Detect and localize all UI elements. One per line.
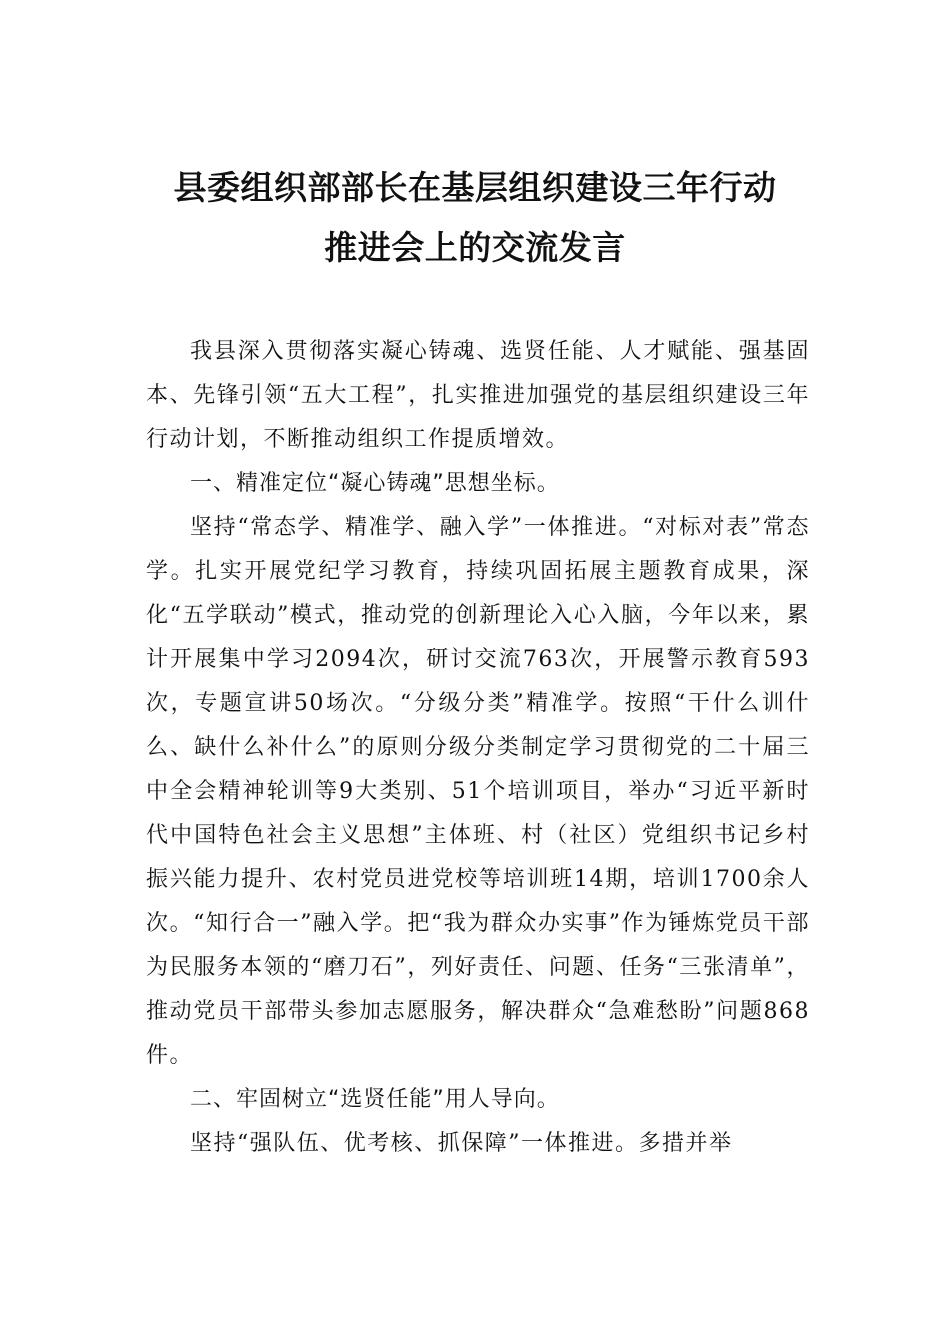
title-line-1: 县委组织部部长在基层组织建设三年行动 <box>173 168 777 207</box>
title-line-2: 推进会上的交流发言 <box>324 228 626 267</box>
document-body <box>146 330 810 1166</box>
section-heading-2: 二、牢固树立“选贤任能”用人导向。 <box>190 1087 560 1112</box>
intro-paragraph: 我县深入贯彻落实凝心铸魂、选贤任能、人才赋能、强基固本、先锋引领“五大工程”，扎实推进加强党的基层组织建设三年行动计划，不断推动组织工作提质增效。 <box>146 339 810 452</box>
section-heading-1: 一、精准定位“凝心铸魂”思想坐标。 <box>190 471 560 496</box>
section-1-paragraph: 坚持“常态学、精准学、融入学”一体推进。“对标对表”常态学。扎实开展党纪学习教育，持续巩固拓展主题教育成果，深化“五学联动”模式，推动党的创新理论入心入脑，今年以来，累计开展集中学习2094次，研讨交流763次，开展警示教育593次，专题宣讲50场次。“分级分类”精准学。按照“干什么训什么、缺什么补什么”的原则分级分类制定学习贯彻党的二十届三中全会精神轮训等9大类别、51个培训项目，举办“习近平新时代中国特色社会主义思想”主体班、村（社区）党组织书记乡村振兴能力提升、农村党员进党校等培训班14期，培训1700余人次。“知行合一”融入学。把“我为群众办实事”作为锤炼党员干部为民服务本领的“磨刀石”，列好责任、问题、任务“三张清单”，推动党员干部带头参加志愿服务，解决群众“急难愁盼”问题868件。 <box>146 515 810 1068</box>
document-title <box>0 158 950 278</box>
section-2-paragraph: 坚持“强队伍、优考核、抓保障”一体推进。多措并举 <box>190 1131 733 1156</box>
